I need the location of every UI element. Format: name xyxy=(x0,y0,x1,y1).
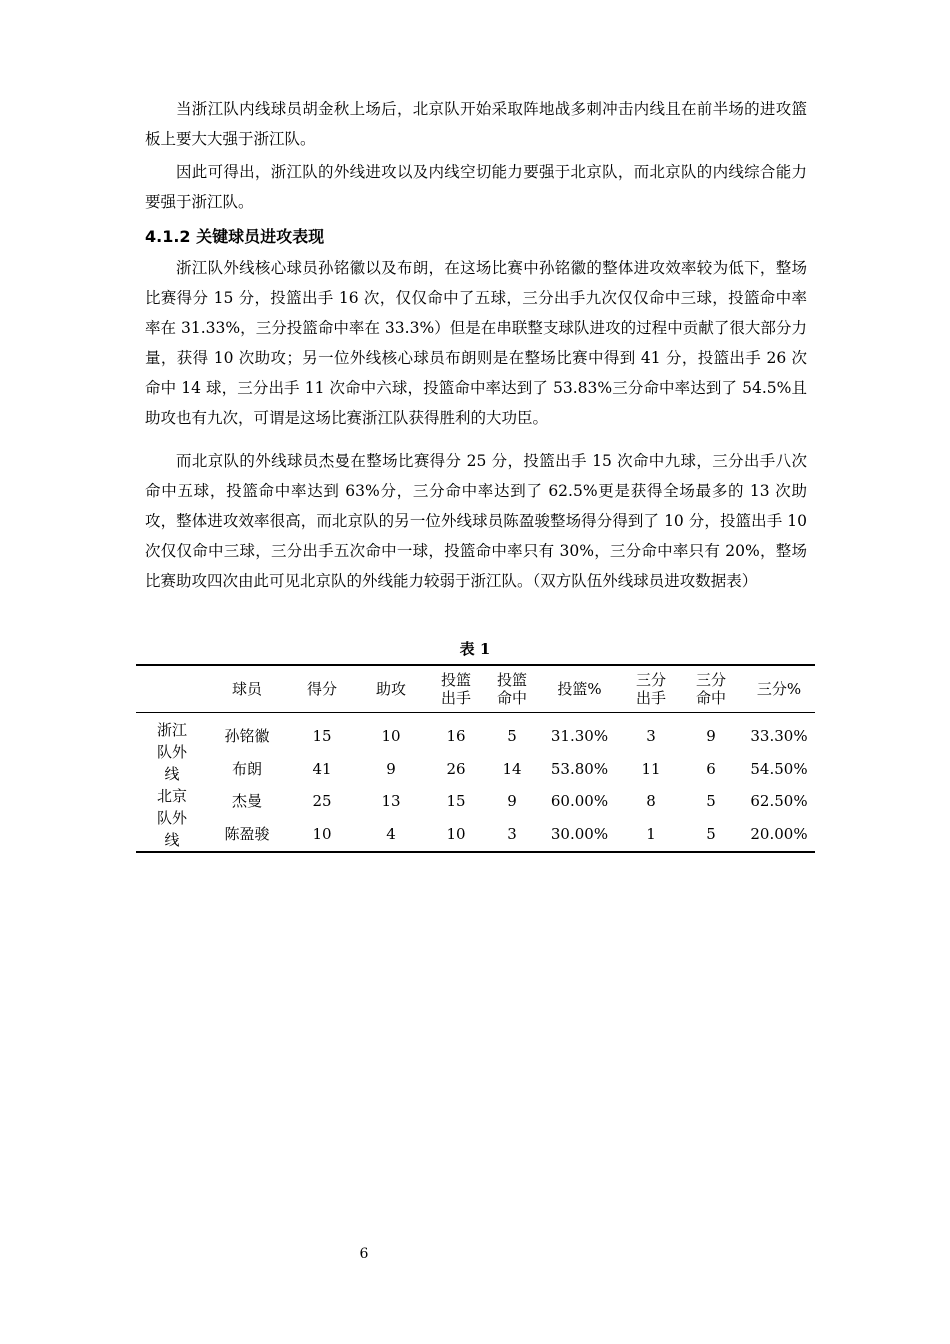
fg-pct-cell: 30.00% xyxy=(550,825,609,844)
assists-cell: 13 xyxy=(381,792,401,811)
tpm-cell: 5 xyxy=(706,792,716,811)
fgm-cell: 14 xyxy=(502,759,522,778)
points-cell: 41 xyxy=(312,759,332,778)
tpa-cell: 11 xyxy=(641,759,661,778)
table-header-row xyxy=(136,665,815,713)
header-player: 球员 xyxy=(231,680,262,698)
points-cell: 25 xyxy=(312,792,332,811)
table-row xyxy=(136,753,815,785)
fg-pct-cell: 60.00% xyxy=(550,792,609,811)
section-heading: 4.1.2 关键球员进攻表现 xyxy=(145,227,325,246)
fg-pct-cell: 53.80% xyxy=(550,759,609,778)
player-stats-table xyxy=(136,664,815,853)
team-cell: 浙江队外线 xyxy=(156,721,187,783)
header-fga: 投篮出手 xyxy=(440,671,471,707)
player-cell: 布朗 xyxy=(231,759,262,778)
header-tp-pct: 三分% xyxy=(756,680,802,698)
page-number: 6 xyxy=(359,1246,369,1262)
tp-pct-cell: 33.30% xyxy=(750,726,808,745)
fgm-cell: 5 xyxy=(507,726,517,745)
tp-pct-cell: 62.50% xyxy=(750,792,808,811)
points-cell: 15 xyxy=(312,726,332,745)
assists-cell: 4 xyxy=(386,825,396,844)
fgm-cell: 9 xyxy=(507,792,517,811)
table-row xyxy=(136,818,815,852)
header-fgm: 投篮命中 xyxy=(496,671,527,707)
header-tpm: 三分命中 xyxy=(695,671,726,707)
tpa-cell: 8 xyxy=(646,792,656,811)
assists-cell: 9 xyxy=(386,759,396,778)
tpm-cell: 6 xyxy=(706,759,716,778)
tpm-cell: 5 xyxy=(706,825,716,844)
header-assists: 助攻 xyxy=(375,680,406,698)
assists-cell: 10 xyxy=(381,726,401,745)
paragraph-conclusion: 因此可得出，浙江队的外线进攻以及内线空切能力要强于北京队，而北京队的内线综合能力要强于浙江队。 xyxy=(145,163,807,211)
header-team xyxy=(136,665,208,713)
tp-pct-cell: 54.50% xyxy=(750,759,808,778)
tpm-cell: 9 xyxy=(706,726,716,745)
tpa-cell: 1 xyxy=(646,825,656,844)
tp-pct-cell: 20.00% xyxy=(750,825,808,844)
points-cell: 10 xyxy=(312,825,332,844)
fga-cell: 16 xyxy=(446,726,466,745)
paragraph-inside-player: 当浙江队内线球员胡金秋上场后，北京队开始采取阵地战多刺冲击内线且在前半场的进攻篮板上要大大强于浙江队。 xyxy=(145,100,807,148)
header-tpa: 三分出手 xyxy=(635,671,666,707)
tpa-cell: 3 xyxy=(646,726,656,745)
fga-cell: 10 xyxy=(446,825,466,844)
fga-cell: 26 xyxy=(446,759,466,778)
fgm-cell: 3 xyxy=(507,825,517,844)
table-row xyxy=(136,713,815,753)
team-cell: 北京队外线 xyxy=(156,787,187,849)
fga-cell: 15 xyxy=(446,792,466,811)
header-points: 得分 xyxy=(306,680,337,698)
player-cell: 杰曼 xyxy=(231,792,262,811)
table-caption: 表 1 xyxy=(459,640,491,658)
table-row xyxy=(136,785,815,818)
fg-pct-cell: 31.30% xyxy=(550,726,609,745)
paragraph-beijing-players: 而北京队的外线球员杰曼在整场比赛得分 25 分，投篮出手 15 次命中九球，三分出手八次命中五球，投篮命中率达到 63%分，三分命中率达到了 62.5%更是获得全场最多的 13 次助攻，整体进攻效率很高，而北京队的另一位外线球员陈盈骏整场得分得到了 10 分，投篮出手 10 次仅仅命中三球，三分出手五次命中一球，投篮命中率只有 30%，三分命中率只有 20%，整场比赛助攻四次由此可见北京队的外线能力较弱于浙江队。（双方队伍外线球员进攻数据表） xyxy=(145,452,807,590)
header-fg-pct: 投篮% xyxy=(557,680,602,698)
paragraph-zhejiang-players: 浙江队外线核心球员孙铭徽以及布朗，在这场比赛中孙铭徽的整体进攻效率较为低下，整场比赛得分 15 分，投篮出手 16 次，仅仅命中了五球，三分出手九次仅仅命中三球，投篮命中率率在 31.33%，三分投篮命中率在 33.3%）但是在串联整支球队进攻的过程中贡献了很大部分力量，获得 10 次助攻；另一位外线核心球员布朗则是在整场比赛中得到 41 分，投篮出手 26 次命中 14 球，三分出手 11 次命中六球，投篮命中率达到了 53.83%三分命中率达到了 54.5%且助攻也有九次，可谓是这场比赛浙江队获得胜利的大功臣。 xyxy=(145,259,807,427)
player-cell: 孙铭徽 xyxy=(224,726,270,745)
player-cell: 陈盈骏 xyxy=(224,825,270,844)
